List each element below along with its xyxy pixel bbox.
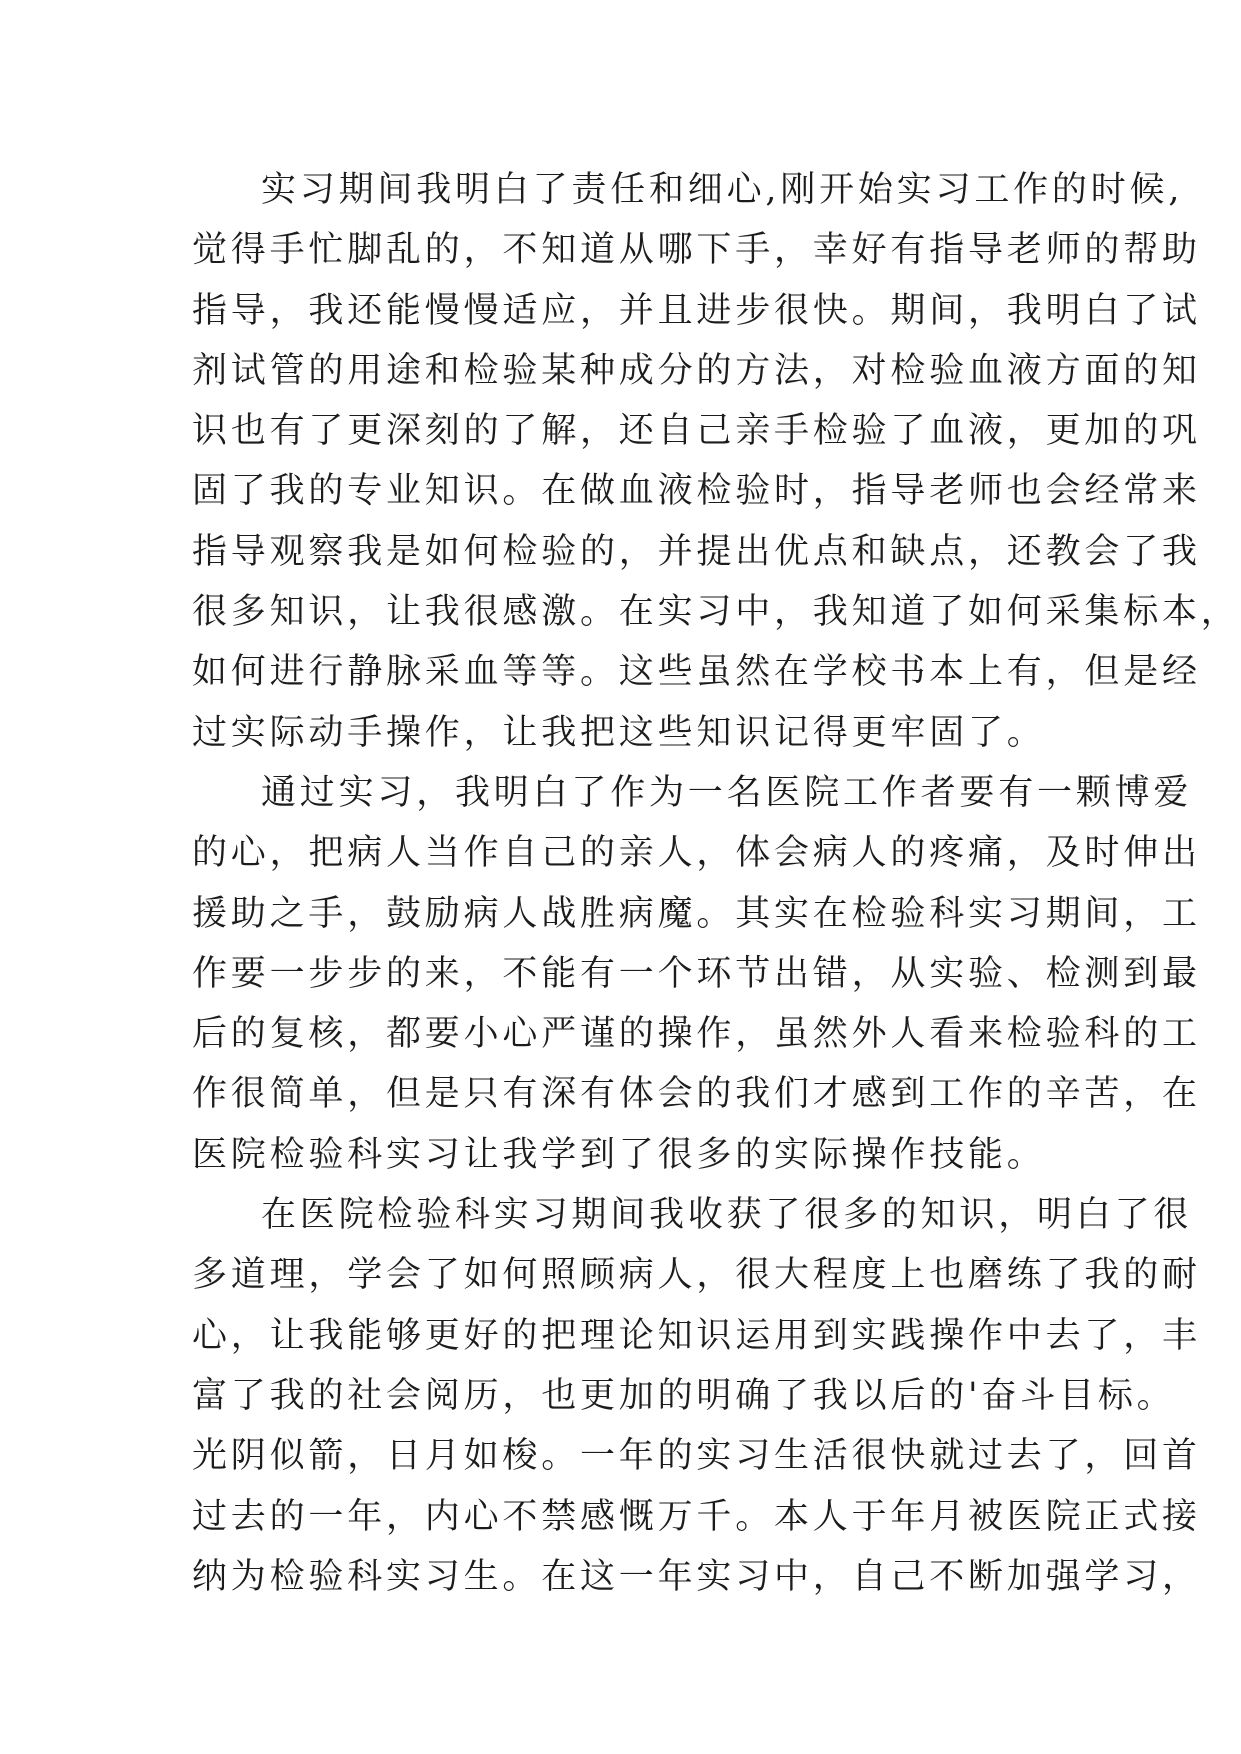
paragraph-2-line: 作很简单，但是只有深有体会的我们才感到工作的辛苦，在 xyxy=(192,1074,1201,1115)
paragraph-3-line: 多道理，学会了如何照顾病人，很大程度上也磨练了我的耐 xyxy=(192,1255,1201,1296)
paragraph-1-line: 如何进行静脉采血等等。这些虽然在学校书本上有，但是经 xyxy=(192,652,1201,693)
paragraph-3-line: 过去的一年，内心不禁感慨万千。本人于年月被医院正式接 xyxy=(192,1496,1201,1537)
paragraph-1-line: 过实际动手操作，让我把这些知识记得更牢固了。 xyxy=(192,712,1046,753)
paragraph-2-line: 医院检验科实习让我学到了很多的实际操作技能。 xyxy=(192,1134,1046,1175)
paragraph-2-line: 的心，把病人当作自己的亲人，体会病人的疼痛，及时伸出 xyxy=(192,833,1201,874)
paragraph-1-line: 实习期间我明白了责任和细心,刚开始实习工作的时候, xyxy=(261,170,1184,210)
paragraph-3-line: 心，让我能够更好的把理论知识运用到实践操作中去了，丰 xyxy=(192,1315,1201,1356)
paragraph-3-line: 纳为检验科实习生。在这一年实习中，自己不断加强学习， xyxy=(192,1556,1201,1597)
paragraph-1-line: 指导，我还能慢慢适应，并且进步很快。期间，我明白了试 xyxy=(192,290,1201,331)
paragraph-3-line: 富了我的社会阅历，也更加的明确了我以后的'奋斗目标。 xyxy=(192,1375,1176,1416)
paragraph-1-line: 很多知识，让我很感激。在实习中，我知道了如何采集标本， xyxy=(192,592,1240,633)
paragraph-1-line: 固了我的专业知识。在做血液检验时，指导老师也会经常来 xyxy=(192,471,1201,512)
paragraph-1-line: 觉得手忙脚乱的，不知道从哪下手，幸好有指导老师的帮助 xyxy=(192,230,1201,271)
paragraph-1-line: 识也有了更深刻的了解，还自己亲手检验了血液，更加的巩 xyxy=(192,411,1201,452)
paragraph-3-line: 光阴似箭，日月如梭。一年的实习生活很快就过去了，回首 xyxy=(192,1436,1201,1477)
paragraph-1-line: 剂试管的用途和检验某种成分的方法，对检验血液方面的知 xyxy=(192,350,1201,391)
paragraph-1-line: 指导观察我是如何检验的，并提出优点和缺点，还教会了我 xyxy=(192,531,1201,572)
paragraph-2-line: 作要一步步的来，不能有一个环节出错，从实验、检测到最 xyxy=(192,953,1201,994)
paragraph-3-line: 在医院检验科实习期间我收获了很多的知识，明白了很 xyxy=(261,1195,1193,1236)
paragraph-2-line: 后的复核，都要小心严谨的操作，虽然外人看来检验科的工 xyxy=(192,1014,1201,1055)
paragraph-2-line: 援助之手，鼓励病人战胜病魔。其实在检验科实习期间，工 xyxy=(192,893,1201,934)
document-body xyxy=(192,160,1240,1607)
paragraph-2-line: 通过实习，我明白了作为一名医院工作者要有一颗博爱 xyxy=(261,772,1193,813)
